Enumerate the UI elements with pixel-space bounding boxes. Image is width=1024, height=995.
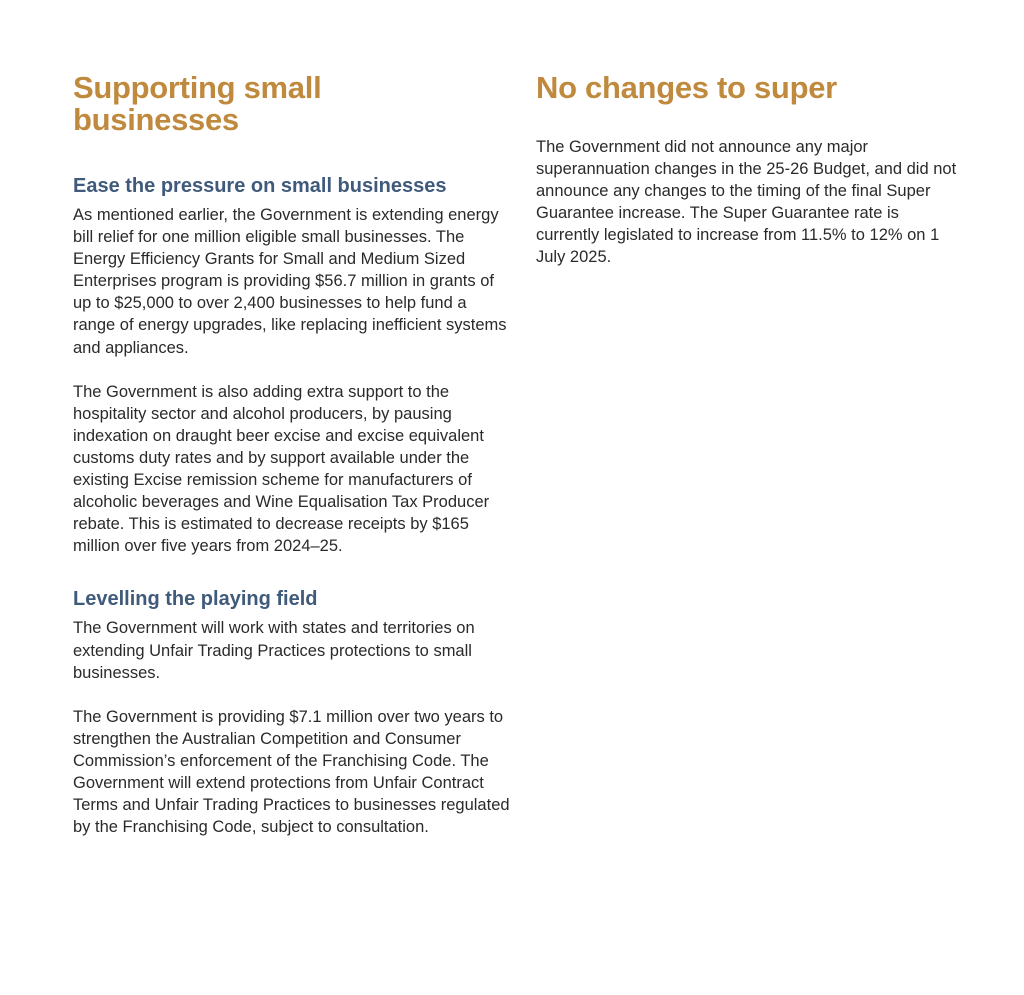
right-column (536, 72, 966, 269)
no-changes-to-super-paragraph: The Government did not announce any major superannuation changes in the 25-26 Budget, and did not announce any changes to the timing of the final Super Guarantee increase. The Super Guarantee rate is currently legislated to increase from 11.5% to 12% on 1 July 2025. (536, 138, 957, 267)
ease-pressure-heading: Ease the pressure on small businesses (73, 175, 447, 197)
no-changes-to-super-title: No changes to super (536, 70, 837, 105)
levelling-playing-field-paragraph-2: The Government is providing $7.1 million over two years to strengthen the Australian Competition and Consumer Commission’s enforcement of the Franchising Code. The Government will extend protections from Unfair Contract Terms and Unfair Trading Practices to businesses regulated by the Franchising Code, subject to consultation. (73, 707, 510, 837)
ease-pressure-paragraph-1: As mentioned earlier, the Government is extending energy bill relief for one million eligible small businesses. The Energy Efficiency Grants for Small and Medium Sized Enterprises program is providing $56.7 million in grants of up to $25,000 to over 2,400 businesses to help fund a range of energy upgrades, like replacing inefficient systems and appliances. (73, 206, 507, 357)
supporting-small-businesses-title: Supporting small businesses (73, 70, 322, 137)
levelling-playing-field-heading: Levelling the playing field (73, 588, 318, 611)
ease-pressure-paragraph-2: The Government is also adding extra support to the hospitality sector and alcohol producers, by pausing indexation on draught beer excise and excise equivalent customs duty rates and by support available under the existing Excise remission scheme for manufacturers of alcoholic beverages and Wine Equalisation Tax Producer rebate. This is estimated to decrease receipts by $165 million over five years from 2024–25. (73, 382, 490, 556)
levelling-playing-field-paragraph-1: The Government will work with states and territories on extending Unfair Trading Practices protections to small businesses. (73, 619, 475, 682)
left-column (73, 72, 513, 838)
